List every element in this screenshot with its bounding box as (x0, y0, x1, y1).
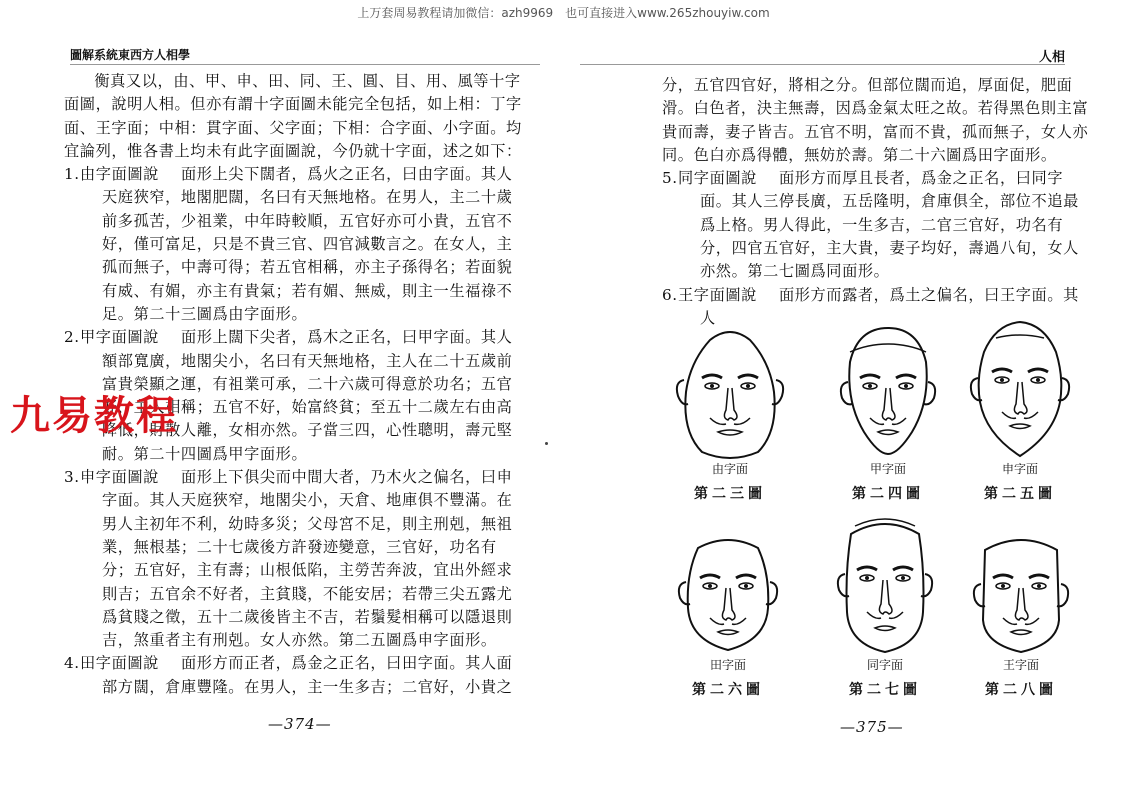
face-jia-icon (828, 322, 948, 462)
section-shen (64, 466, 526, 652)
scan-speck (545, 442, 548, 445)
page-number-left: —374— (268, 715, 332, 733)
header-rule (580, 64, 1065, 65)
section-title: 田字面圖說 (80, 654, 159, 673)
right-page (560, 0, 1127, 794)
figure-label: 第二五圖 (984, 486, 1056, 502)
figure-type: 甲字面 (869, 462, 906, 476)
section-number: 4. (64, 654, 80, 673)
section-title: 甲字面圖說 (80, 328, 159, 347)
section-title: 同字面圖說 (678, 169, 757, 188)
section-title: 由字面圖說 (80, 165, 159, 184)
figure-25 (955, 318, 1085, 503)
section-number: 6. (662, 285, 678, 304)
section-number: 1. (64, 165, 80, 184)
face-shen-icon (960, 318, 1080, 462)
figure-type: 王字面 (1002, 658, 1039, 672)
face-tian-icon (668, 524, 788, 658)
face-you-icon (670, 322, 790, 462)
section-number: 5. (662, 169, 678, 188)
figure-type: 田字面 (709, 658, 746, 672)
section-tong (662, 167, 1092, 283)
right-body (662, 74, 1092, 330)
figure-label: 第二三圖 (694, 486, 766, 502)
section-you (64, 163, 526, 326)
intro-paragraph: 衡真又以，由、甲、申、田、同、王、圓、目、用、風等十字面圖，說明人相。但亦有謂十字面圖未能完全包括，如上相：丁字面、王字面；中相：貫字面、父字面；下相：合字面、小字面。均宜論列，惟各書上均未有此字面圖說，今仍就十字面，述之如下： (64, 72, 522, 160)
figure-28 (956, 524, 1086, 699)
section-tian (64, 652, 526, 699)
running-head-left: 圖解系統東西方人相學 (70, 48, 191, 62)
section-text: 面形方而正者，爲金之正名，曰田字面。其人面部方闊，倉庫豐隆。在男人，主一生多吉；二官好，小貴之 (102, 654, 513, 696)
section-text: 面形方而厚且長者，爲金之正名，曰同字面。其人三停長廣，五岳隆明，倉庫俱全，部位不追最爲上格。男人得此，一生多吉，二官三官好，功名有分，四官五官好，主大貴，妻子均好，壽過八旬，女人亦然。第二七圖爲同面形。 (700, 169, 1079, 281)
figure-label: 第二七圖 (849, 682, 921, 698)
figure-24 (823, 322, 953, 503)
section-number: 3. (64, 468, 80, 487)
figure-23 (665, 322, 795, 503)
figure-type: 同字面 (866, 658, 903, 672)
header-rule (70, 64, 540, 65)
figure-27 (820, 512, 950, 699)
watermark: 九易教程 (10, 393, 178, 439)
continuation-paragraph: 分，五官四官好，將相之分。但部位闊而追，厚面促，肥面滑。白色者，決主無壽，因爲金氣太旺之故。若得黑色則主富貴而壽，妻子皆吉。五官不明，富而不貴，孤而無子，女人亦同。色白亦爲得體，無妨於壽。第二十六圖爲田字面形。 (662, 76, 1089, 164)
section-title: 申字面圖說 (80, 468, 159, 487)
figure-type: 由字面 (711, 462, 748, 476)
section-title: 王字面圖說 (678, 285, 757, 304)
section-text: 面形方而露者，爲土之偏名，曰王字面。其人 (700, 285, 1079, 327)
section-text: 面形上尖下闊者，爲火之正名，曰由字面。其人天庭狹窄，地閣肥闊，名曰有天無地格。在男人，主二十歲前多孤苦，少祖業，中年時較順，五官好亦可小貴，五官不好，僅可富足，只是不貴三官、四官減數言之。在女人，主孤而無子，中壽可得；若五官相稱，亦主子孫得名；若面貌有威、有媚，亦主有貴氣；若有媚、無威，則主一生福祿不足。第二十三圖爲由字面形。 (102, 165, 513, 323)
page-number-right: —375— (840, 718, 904, 736)
section-text: 面形上闊下尖者，爲木之正名，曰甲字面。其人額部寬廣，地閣尖小，名曰有天無地格，主人在二十五歲前富貴榮顯之運，有祖業可承，二十六歲可得意於功名；五官好，主人相稱；五官不好，始富終貧；至五十二歲左右由高降低，財散人離，女相亦然。子當三四，心性聰明，壽元堅耐。第二十四圖爲甲字面形。 (102, 328, 513, 463)
running-head-right: 人相 (1038, 50, 1065, 65)
top-banner: 上万套周易教程请加微信：azh9969 也可直接进入www.265zhouyiw.com (357, 6, 770, 20)
figure-label: 第二四圖 (852, 486, 924, 502)
face-tong-icon (825, 512, 945, 658)
figure-label: 第二八圖 (985, 682, 1057, 698)
section-number: 2. (64, 328, 80, 347)
face-wang-icon (961, 524, 1081, 658)
figure-label: 第二六圖 (692, 682, 764, 698)
figure-26 (663, 524, 793, 699)
section-text: 面形上下俱尖而中間大者，乃木火之偏名，曰申字面。其人天庭狹窄，地閣尖小，天倉、地庫俱不豐滿。在男人主初年不利，幼時多災；父母宮不足，則主刑剋，無祖業，無根基；二十七歲後方許發迹變意，三官好，功名有分；五官好，主有壽；山根低陷，主勞苦奔波，宜出外經求則吉；五官余不好者，主貧賤，不能安居；若帶三尖五露尤爲貧賤之徵，五十二歲後皆主不吉，若鬚髮相稱可以隱退則吉，煞重者主有刑剋。女人亦然。第二五圖爲申字面形。 (102, 468, 513, 650)
figure-type: 申字面 (1001, 462, 1038, 476)
